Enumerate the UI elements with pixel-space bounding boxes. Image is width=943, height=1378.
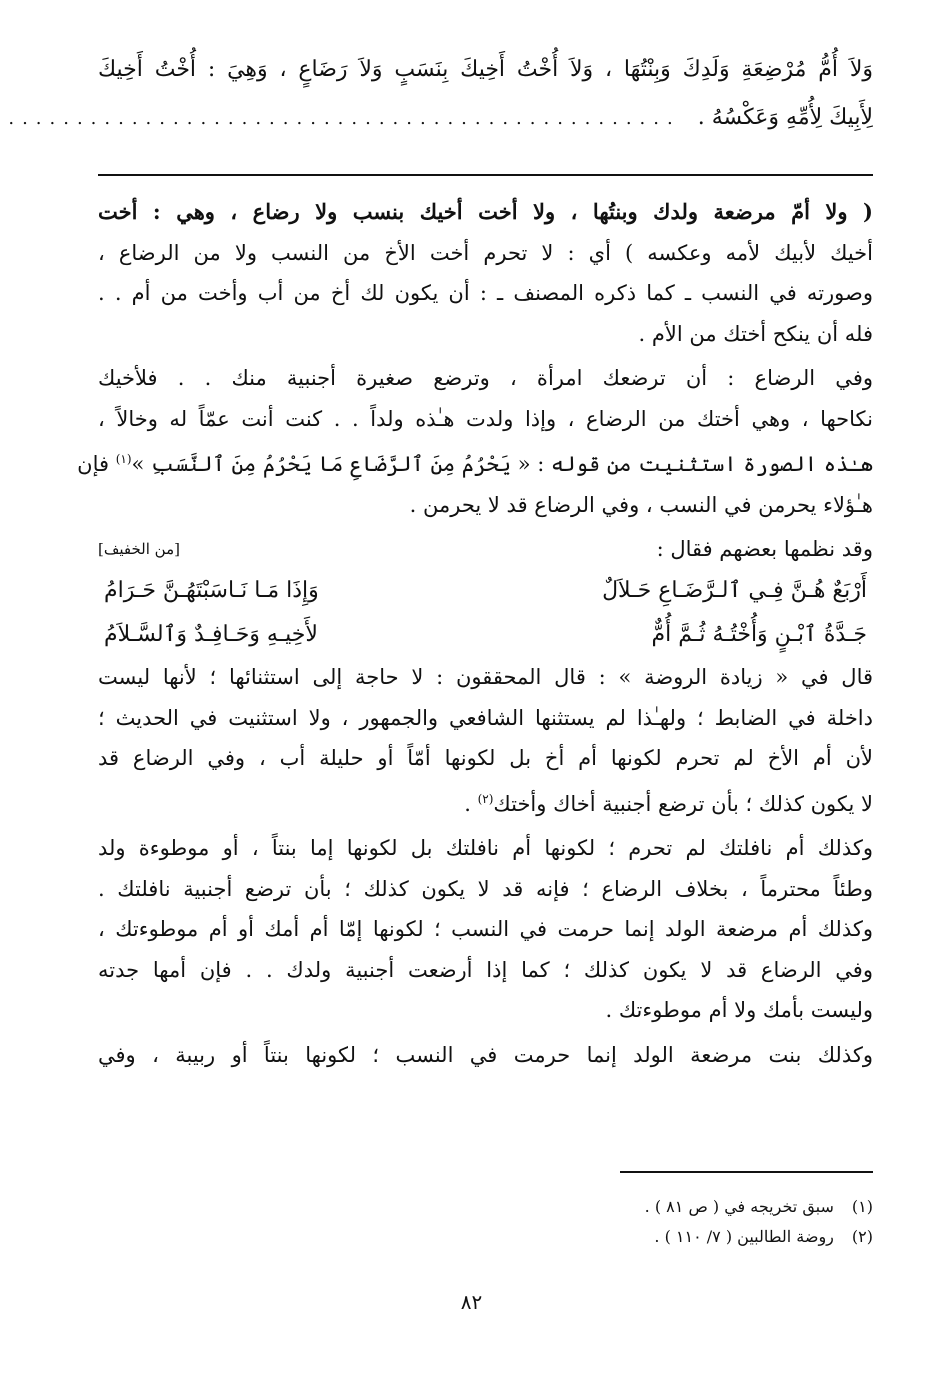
p1-line-1-text: ( ولا أمّ مرضعة ولدك وبنتُها ، ولا أخت أخيك بنسب ولا رضاع ، وهي : أخت (98, 199, 873, 224)
poem-intro: وقد نظمها بعضهم فقال : (656, 537, 873, 561)
poem-meter-tag: [من الخفيف] (98, 540, 180, 558)
p1-line-2: أخيك لأبيك لأمه وعكسه ) أي : لا تحرم أخت الأخ من النسب ولا من الرضاع ، (98, 240, 873, 265)
p4-line-4 (98, 779, 873, 825)
p1-line-4: فله أن ينكح أختك من الأم . (638, 321, 873, 346)
matn-separator (98, 174, 873, 176)
p2-line-3-end: فإن (77, 452, 110, 476)
p5-line-1: وكذلك أم نافلتك لم تحرم ؛ لكونها أم نافلتك بل لكونها إما بنتاً ، أو موطوءة ولد (98, 836, 873, 860)
page-number: ٨٢ (460, 1290, 483, 1314)
verse-1-right: أَرْبَعٌ هُـنَّ فِـي ٱلـرَّضَـاعِ حَـلاَلٌ (602, 578, 867, 603)
footnotes (98, 1192, 873, 1252)
p5-line-4: وفي الرضاع قد لا يكون كذلك ؛ كما إذا أرضعت أجنبية ولدك . . فإن أمها جدته (98, 957, 873, 982)
p5-line-2: وطئاً محترماً ، بخلاف الرضاع ؛ فإنه قد لا يكون كذلك ؛ بأن ترضع أجنبية نافلتك . (98, 876, 873, 901)
verse-2 (98, 613, 873, 657)
footnote-1-text: سبق تخريجه في ( ص ٨١ ) . (644, 1197, 834, 1216)
footnote-2-number: (٢) (851, 1227, 873, 1246)
p5-line-5: وليست بأمك ولا أم موطوءتك . (605, 998, 873, 1022)
p2-line-1: وفي الرضاع : أن ترضعك امرأة ، وترضع صغيرة أجنبية منك . . فلأخيك (98, 366, 873, 390)
matn-line-2-text: لِأَبِيكَ لِأُمِّهِ وَعَكْسُهُ . (697, 105, 873, 130)
footnote-ref-2[interactable]: (٢) (477, 791, 494, 806)
footnote-2 (98, 1222, 873, 1252)
footnote-1 (98, 1192, 873, 1222)
poem-intro-row (98, 529, 873, 569)
p2-line-3-text: هـٰذه الصورة استثنيت من قوله : « يَحْرُمُ مِنَ ٱلرَّضَاعِ مَا يَحْرُمُ مِنَ ٱلنَّسَبِ » (131, 452, 873, 476)
p2-line-2: نكاحها ، وهي أختك من الرضاع ، وإذا ولدت هـٰذه ولداً . . كنت أنت عمّاً له وخالاً ، (98, 406, 873, 431)
p2-line-3 (77, 439, 873, 485)
footnote-ref-1[interactable]: (١) (115, 452, 132, 466)
p4-line-1: قال في « زيادة الروضة » : قال المحققون : لا حاجة إلى استثنائها ؛ لأنها ليست (98, 665, 873, 689)
matn-dots: ................................................. (8, 108, 681, 129)
p2-line-4: هـٰؤلاء يحرمن في النسب ، وفي الرضاع قد لا يحرمن . (409, 492, 873, 517)
matn-line-2 (8, 94, 873, 143)
footnote-2-text: روضة الطالبين ( ٧/ ١١٠ ) . (654, 1227, 834, 1246)
p1-line-3: وصورته في النسب ـ كما ذكره المصنف ـ : أن يكون لك أخ من أب وأخت من أم . . (98, 281, 873, 305)
verse-2-right: جَـدَّةُ ٱبْـنٍ وَأُخْتُـهُ ثُـمَّ أُمٌّ (651, 622, 867, 647)
matn-block (8, 46, 873, 143)
commentary-block (77, 192, 873, 1075)
p5-line-3: وكذلك أم مرضعة الولد إنما حرمت في النسب ؛ لكونها إمّا أم أمك أو أم موطوءتك ، (98, 917, 873, 941)
verse-2-left: لأَخِيـهِ وَحَـافِـدٌ وَٱلسَّـلاَمُ (104, 622, 318, 647)
p4-line-4-end: . (464, 791, 478, 816)
footnote-separator (620, 1171, 873, 1173)
p6-line-1: وكذلك بنت مرضعة الولد إنما حرمت في النسب ؛ لكونها بنتاً أو ربيبة ، وفي (98, 1042, 873, 1067)
footnote-1-number: (١) (851, 1197, 873, 1216)
matn-line-1: وَلاَ أُمُّ مُرْضِعَةِ وَلَدِكَ وَبِنْتُهَا ، وَلاَ أُخْتُ أَخِيكَ بِنَسَبٍ وَلاَ رَضَاعٍ ، وَهِيَ : أُخْتُ أَخِيكَ (98, 57, 873, 82)
p1-line-1 (98, 192, 873, 233)
p4-line-3: لأن أم الأخ لم تحرم لكونها أم أخ بل لكونها أمّاً أو حليلة أب ، وفي الرضاع قد (98, 746, 873, 770)
p4-line-4-text: لا يكون كذلك ؛ بأن ترضع أجنبية أخاك وأختك (493, 791, 873, 816)
verse-1 (98, 569, 873, 613)
p4-line-2: داخلة في الضابط ؛ ولهـٰذا لم يستثنها الشافعي والجمهور ، ولا استثنيت في الحديث ؛ (98, 705, 873, 730)
verse-1-left: وَإِذَا مَـا نَـاسَبْتَهُـنَّ حَـرَامُ (104, 578, 319, 603)
